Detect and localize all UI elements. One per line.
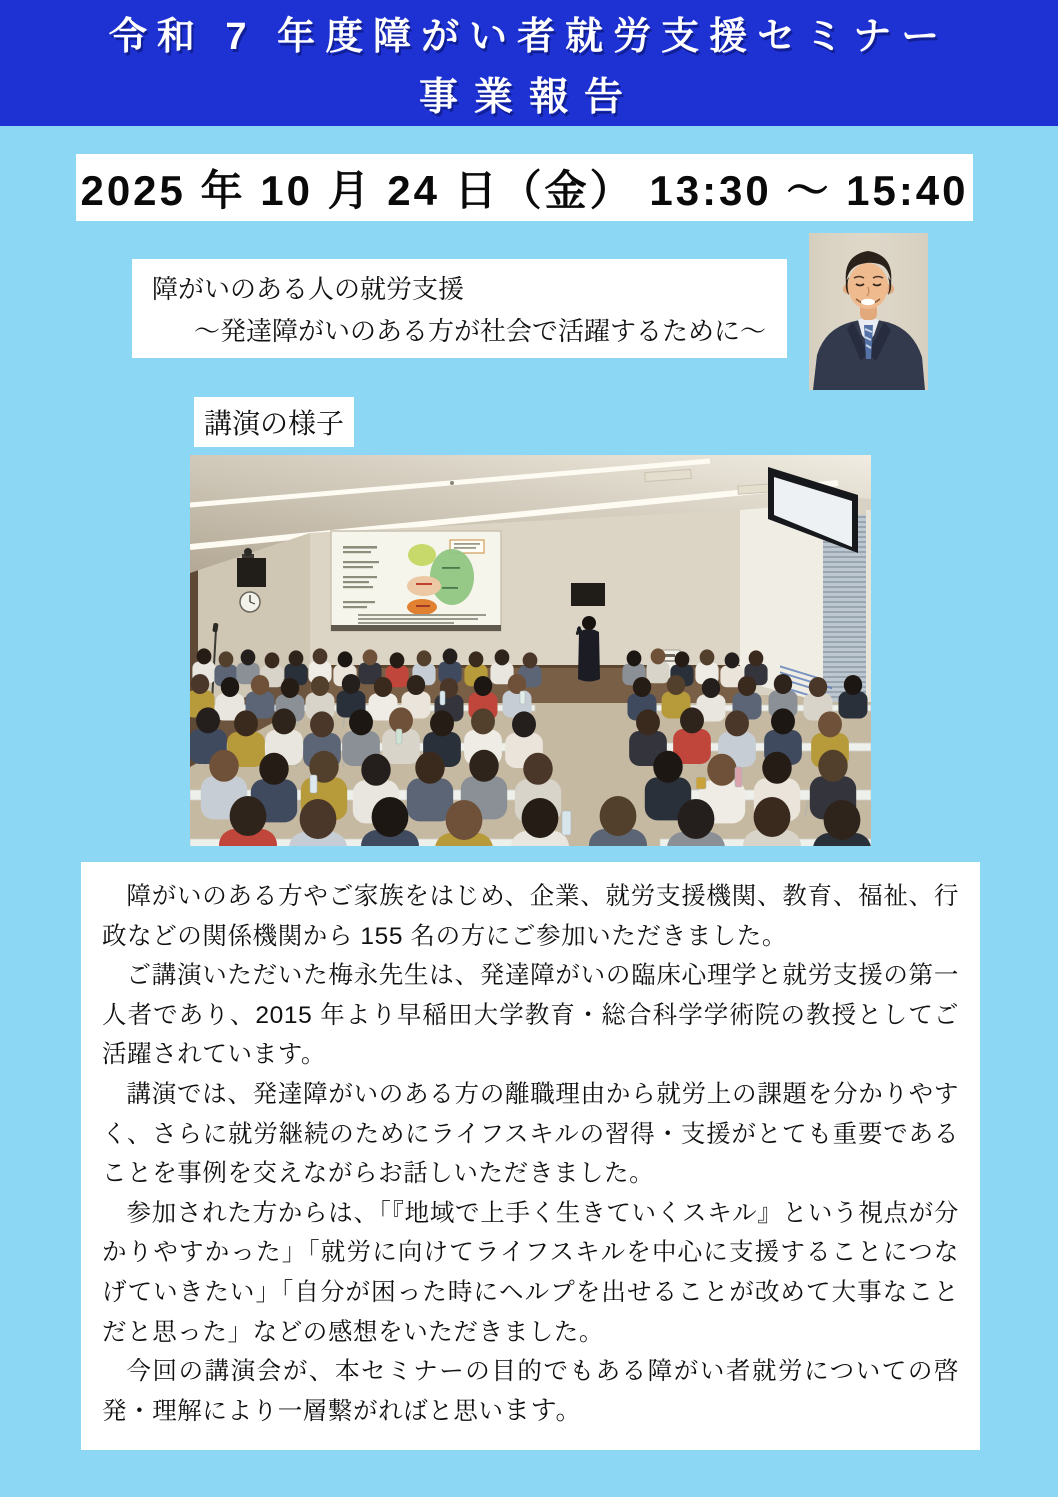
photo-caption-box: [194, 397, 354, 447]
wall-clock: [240, 592, 260, 612]
report-paragraph: ご講演いただいた梅永先生は、発達障がいの臨床心理学と就労支援の第一人者であり、2015 年より早稲田大学教育・総合科学学術院の教授としてご活躍されています。: [102, 962, 959, 1069]
event-date: 2025 年 10 月 24 日（金） 13:30 ～ 15:40: [80, 166, 969, 214]
seminar-title: 令和 7 年度障がい者就労支援セミナー: [108, 15, 950, 58]
closing-main: 今回の講演会が、本セミナーの目的でもある障がい者就労についての啓発・理解により一層繋がればと思い: [102, 1358, 959, 1425]
photo-caption: 講演の様子: [203, 408, 344, 439]
lecture-title-line1: 障がいのある人の就労支援: [152, 274, 465, 304]
closing-tail: ます。: [503, 1395, 583, 1426]
report-subtitle: 事業報告: [418, 75, 639, 119]
speaker-portrait-illustration: [809, 233, 928, 390]
report-paragraph: 障がいのある方やご家族をはじめ、企業、就労支援機関、教育、福祉、行政などの関係機関から 155 名の方にご参加いただきました。: [102, 883, 959, 950]
header-banner: [0, 0, 1058, 126]
lecture-title-box: [132, 259, 787, 358]
lecture-photo-illustration: [190, 455, 871, 846]
lecture-title-line2: ～発達障がいのある方が社会で活躍するために～: [194, 316, 767, 346]
wall-speaker-center: [571, 583, 605, 606]
report-text-box: [81, 862, 980, 1450]
lecture-photo: [190, 455, 871, 846]
projection-screen: [331, 531, 501, 631]
speaker-portrait-photo: [809, 233, 928, 390]
report-paragraph-closing: [102, 1352, 959, 1431]
report-paragraph: 参加された方からは、「『地域で上手く生きていくスキル』という視点が分かりやすかった」「就労に向けてライフスキルを中心に支援することにつなげていきたい」「自分が困った時にヘルプを出せることが改めて大事なことだと思った」などの感想をいただきました。: [102, 1199, 959, 1346]
date-banner: [76, 154, 973, 221]
report-paragraph: 講演では、発達障がいのある方の離職理由から就労上の課題を分かりやすく、さらに就労継続のためにライフスキルの習得・支援がとても重要であることを事例を交えながらお話しいただきました。: [102, 1080, 959, 1188]
